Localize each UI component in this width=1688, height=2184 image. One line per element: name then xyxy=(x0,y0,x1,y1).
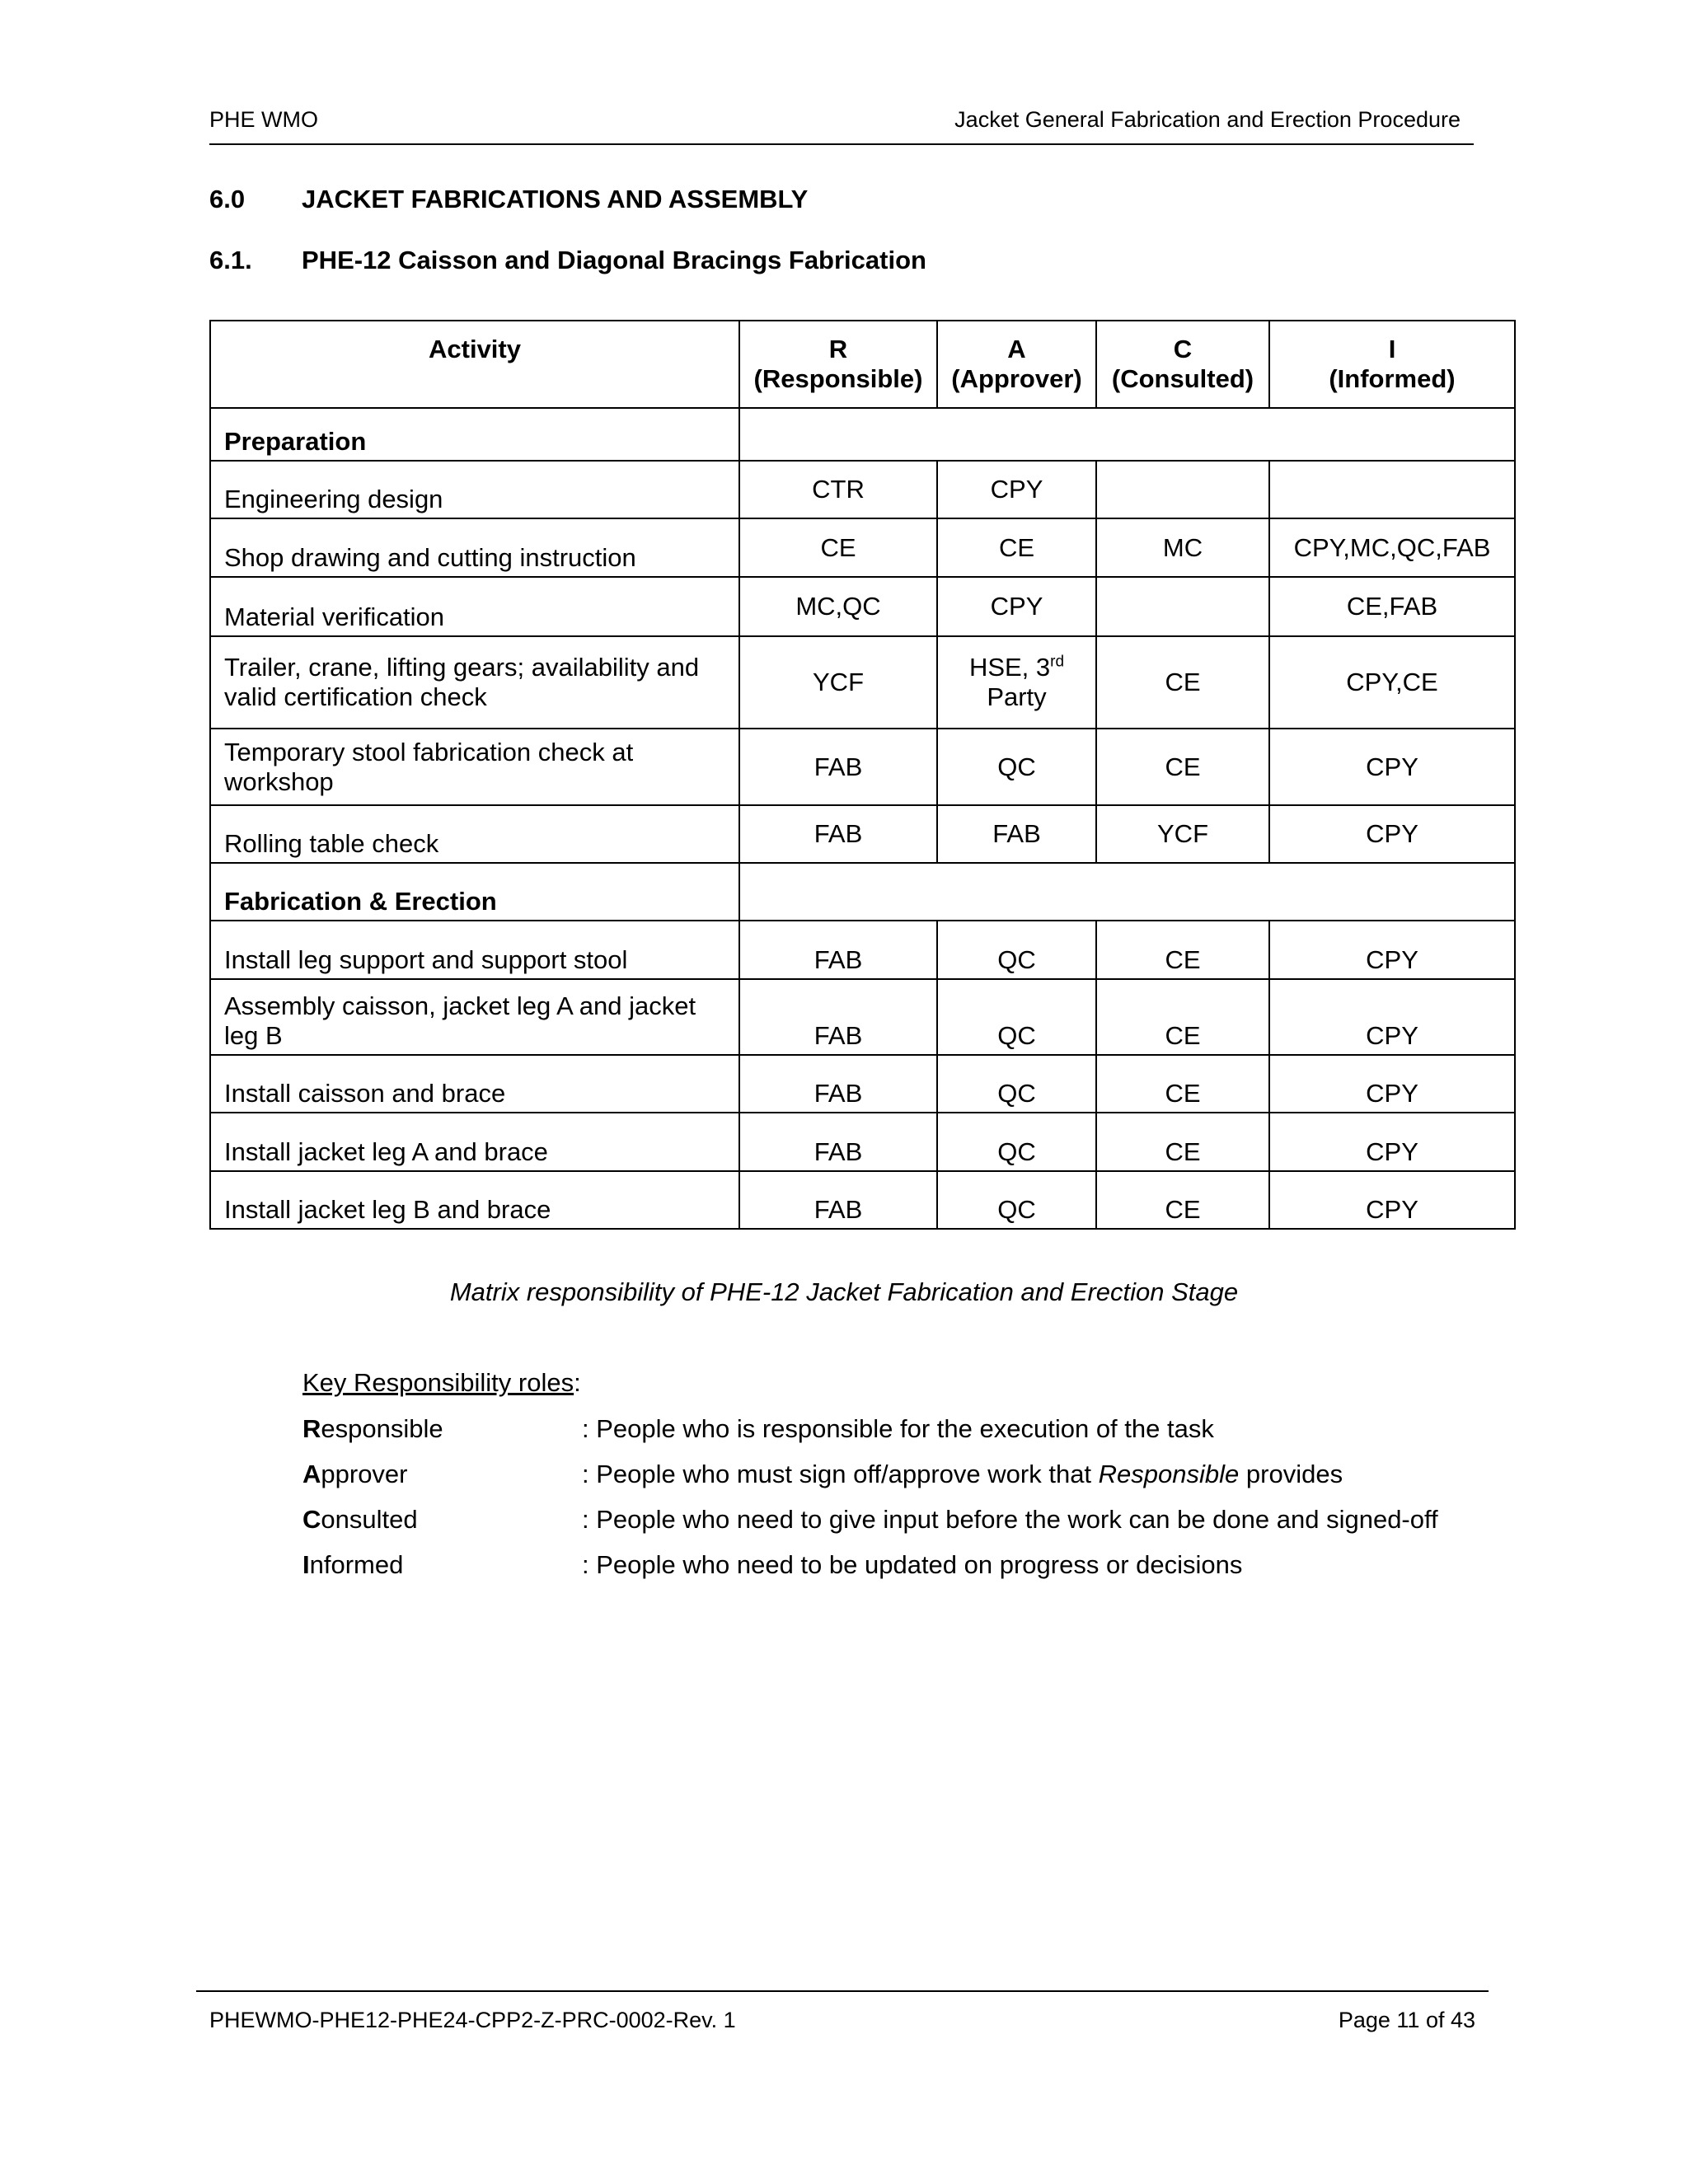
key-row-approver xyxy=(302,1460,1343,1489)
table-row xyxy=(210,1113,1515,1171)
table-row xyxy=(210,636,1515,729)
section-title: JACKET FABRICATIONS AND ASSEMBLY xyxy=(302,185,809,213)
key-description xyxy=(582,1460,1343,1488)
key-description: : People who need to be updated on progress or decisions xyxy=(582,1550,1243,1579)
key-description-part: provides xyxy=(1239,1460,1343,1488)
table-row xyxy=(210,729,1515,805)
activity-cell: Temporary stool fabrication check at workshop xyxy=(210,729,739,805)
r-cell: YCF xyxy=(739,636,937,729)
a-cell-part: HSE, 3 xyxy=(968,653,1051,682)
r-cell: FAB xyxy=(739,1055,937,1113)
table-row xyxy=(210,1055,1515,1113)
raci-matrix-table xyxy=(209,320,1516,1230)
a-cell: CPY xyxy=(937,461,1096,518)
table-row xyxy=(210,921,1515,979)
header-a-letter: A xyxy=(1007,335,1026,363)
key-term-initial: R xyxy=(302,1414,321,1443)
key-term-rest: onsulted xyxy=(321,1505,418,1534)
a-cell-part: Party xyxy=(987,682,1047,711)
subsection-heading xyxy=(209,246,926,275)
key-title xyxy=(302,1368,581,1398)
c-cell: CE xyxy=(1096,921,1269,979)
header-consulted xyxy=(1096,321,1269,408)
header-r-letter: R xyxy=(828,335,848,363)
a-cell: QC xyxy=(937,729,1096,805)
header-i-letter: I xyxy=(1388,335,1396,363)
key-description: : People who need to give input before the work can be done and signed-off xyxy=(582,1505,1438,1534)
i-cell: CPY,MC,QC,FAB xyxy=(1269,518,1515,577)
header-a-word: (Approver) xyxy=(951,364,1082,393)
section-heading xyxy=(209,185,808,214)
c-cell: CE xyxy=(1096,1171,1269,1229)
section-row-preparation xyxy=(210,408,1515,461)
key-row-informed xyxy=(302,1550,1242,1580)
i-cell xyxy=(1269,461,1515,518)
r-cell: FAB xyxy=(739,729,937,805)
header-right: Jacket General Fabrication and Erection Procedure xyxy=(954,107,1461,132)
i-cell: CPY xyxy=(1269,805,1515,863)
activity-cell: Material verification xyxy=(210,577,739,636)
c-cell: CE xyxy=(1096,1055,1269,1113)
key-description-emphasis: Responsible xyxy=(1098,1460,1240,1488)
footer-document-number: PHEWMO-PHE12-PHE24-CPP2-Z-PRC-0002-Rev. 1 xyxy=(209,2008,736,2032)
table-row xyxy=(210,577,1515,636)
i-cell: CPY,CE xyxy=(1269,636,1515,729)
i-cell: CE,FAB xyxy=(1269,577,1515,636)
a-cell: QC xyxy=(937,979,1096,1055)
header-c-letter: C xyxy=(1173,335,1193,363)
c-cell: CE xyxy=(1096,979,1269,1055)
section-number: 6.0 xyxy=(209,185,246,213)
key-title-text: Key Responsibility roles xyxy=(302,1368,574,1397)
key-term-rest: esponsible xyxy=(321,1414,443,1443)
table-row xyxy=(210,1171,1515,1229)
key-term xyxy=(302,1414,582,1444)
r-cell: CE xyxy=(739,518,937,577)
r-cell: FAB xyxy=(739,1171,937,1229)
activity-cell: Trailer, crane, lifting gears; availability and valid certification check xyxy=(210,636,739,729)
section-row-fabrication xyxy=(210,863,1515,921)
i-cell: CPY xyxy=(1269,921,1515,979)
activity-cell: Shop drawing and cutting instruction xyxy=(210,518,739,577)
r-cell: FAB xyxy=(739,979,937,1055)
activity-cell: Assembly caisson, jacket leg A and jacket leg B xyxy=(210,979,739,1055)
r-cell: FAB xyxy=(739,805,937,863)
table-row xyxy=(210,979,1515,1055)
activity-cell: Rolling table check xyxy=(210,805,739,863)
a-cell: FAB xyxy=(937,805,1096,863)
a-cell: QC xyxy=(937,1055,1096,1113)
a-cell: CE xyxy=(937,518,1096,577)
header-left: PHE WMO xyxy=(209,107,318,132)
i-cell: CPY xyxy=(1269,729,1515,805)
key-term-rest: pprover xyxy=(321,1460,408,1488)
key-title-colon: : xyxy=(574,1368,581,1397)
section-label-fabrication: Fabrication & Erection xyxy=(210,863,739,921)
header-i-word: (Informed) xyxy=(1329,364,1456,393)
header-c-word: (Consulted) xyxy=(1111,364,1254,393)
section-label-preparation: Preparation xyxy=(210,408,739,461)
key-term-initial: C xyxy=(302,1505,321,1534)
activity-cell: Install caisson and brace xyxy=(210,1055,739,1113)
a-cell: CPY xyxy=(937,577,1096,636)
r-cell: MC,QC xyxy=(739,577,937,636)
table-header-row xyxy=(210,321,1515,408)
c-cell: CE xyxy=(1096,636,1269,729)
key-term xyxy=(302,1505,582,1535)
a-cell: QC xyxy=(937,921,1096,979)
key-row-responsible xyxy=(302,1414,1214,1444)
key-term-initial: A xyxy=(302,1460,321,1488)
key-row-consulted xyxy=(302,1505,1438,1535)
footer-page-number: Page 11 of 43 xyxy=(1338,2008,1475,2032)
i-cell: CPY xyxy=(1269,1113,1515,1171)
i-cell: CPY xyxy=(1269,1171,1515,1229)
header-responsible xyxy=(739,321,937,408)
c-cell xyxy=(1096,461,1269,518)
activity-cell: Engineering design xyxy=(210,461,739,518)
header-activity: Activity xyxy=(210,321,739,408)
r-cell: FAB xyxy=(739,1113,937,1171)
activity-cell: Install leg support and support stool xyxy=(210,921,739,979)
activity-cell: Install jacket leg B and brace xyxy=(210,1171,739,1229)
header-informed xyxy=(1269,321,1515,408)
section-row-blank xyxy=(739,863,1515,921)
a-cell: QC xyxy=(937,1113,1096,1171)
key-term-initial: I xyxy=(302,1550,310,1579)
i-cell: CPY xyxy=(1269,979,1515,1055)
r-cell: FAB xyxy=(739,921,937,979)
header-divider xyxy=(209,143,1474,145)
a-cell-superscript: rd xyxy=(1050,653,1065,671)
c-cell xyxy=(1096,577,1269,636)
a-cell xyxy=(937,636,1096,729)
key-term xyxy=(302,1460,582,1489)
table-caption: Matrix responsibility of PHE-12 Jacket Fabrication and Erection Stage xyxy=(449,1277,1239,1306)
c-cell: CE xyxy=(1096,1113,1269,1171)
header-r-word: (Responsible) xyxy=(753,364,923,393)
key-term xyxy=(302,1550,582,1580)
r-cell: CTR xyxy=(739,461,937,518)
activity-cell: Install jacket leg A and brace xyxy=(210,1113,739,1171)
key-description-part: : People who must sign off/approve work that xyxy=(582,1460,1099,1488)
table-row xyxy=(210,461,1515,518)
key-description: : People who is responsible for the execution of the task xyxy=(582,1414,1214,1443)
key-term-rest: nformed xyxy=(309,1550,404,1579)
a-cell: QC xyxy=(937,1171,1096,1229)
i-cell: CPY xyxy=(1269,1055,1515,1113)
c-cell: MC xyxy=(1096,518,1269,577)
c-cell: YCF xyxy=(1096,805,1269,863)
subsection-title: PHE-12 Caisson and Diagonal Bracings Fabrication xyxy=(302,246,926,274)
footer-divider xyxy=(196,1990,1489,1992)
table-row xyxy=(210,518,1515,577)
header-approver xyxy=(937,321,1096,408)
table-row xyxy=(210,805,1515,863)
section-row-blank xyxy=(739,408,1515,461)
subsection-number: 6.1. xyxy=(209,246,252,274)
c-cell: CE xyxy=(1096,729,1269,805)
